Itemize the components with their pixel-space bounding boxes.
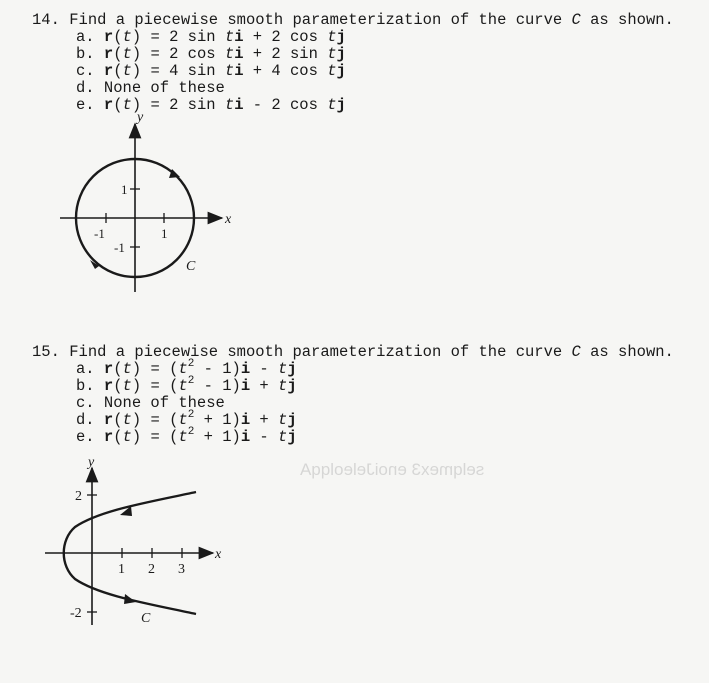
- question-14-number: 14.: [32, 11, 60, 29]
- y-axis-label-14: y: [137, 110, 144, 125]
- question-15-number: 15.: [32, 343, 60, 361]
- question-14-text: Find a piecewise smooth parameterization of the curve C as shown.: [69, 11, 674, 29]
- option-14e[interactable]: e. r(t) = 2 sin ti - 2 cos tj: [76, 96, 346, 114]
- option-15d[interactable]: d. $r(t) = (t^2 + 1)i$ + tj: [76, 408, 297, 429]
- option-14b[interactable]: b. r(t) = 2 cos ti + 2 sin tj: [76, 45, 346, 63]
- option-15b[interactable]: b. $r(t) = (t^2 - 1)i$ + tj: [76, 374, 297, 395]
- option-15e[interactable]: e. $r(t) = (t^2 + 1)i$ - tj: [76, 425, 297, 446]
- tick-label-15-yneg: -2: [70, 606, 82, 621]
- x-axis-label-14: x: [225, 212, 232, 227]
- option-14d[interactable]: d. None of these: [76, 79, 225, 97]
- tick-label-15-x3: 3: [178, 562, 185, 577]
- tick-label-15-x1: 1: [118, 562, 125, 577]
- bleed-through-text: selqmex3 enoiJeleolqqA: [300, 460, 485, 479]
- tick-label-14-xpos: 1: [161, 226, 168, 241]
- y-axis-label-15: y: [88, 455, 95, 470]
- curve-label-14: C: [186, 259, 196, 274]
- tick-label-15-x2: 2: [148, 562, 155, 577]
- x-axis-label-15: x: [215, 547, 222, 562]
- tick-label-14-ypos: 1: [121, 182, 128, 197]
- option-14c[interactable]: c. r(t) = 4 sin ti + 4 cos tj: [76, 62, 346, 80]
- option-14a[interactable]: a. r(t) = 2 sin ti + 2 cos tj: [76, 28, 346, 46]
- option-15c[interactable]: c. None of these: [76, 394, 225, 412]
- tick-label-14-yneg: -1: [114, 240, 125, 255]
- option-15a[interactable]: a. $r(t) = (t^2 - 1)i$ - tj: [76, 357, 297, 378]
- direction-arrow-15-lower: [124, 594, 136, 604]
- tick-label-15-ypos: 2: [75, 489, 82, 504]
- question-15-text: Find a piecewise smooth parameterization of the curve C as shown.: [69, 343, 674, 361]
- curve-label-15: C: [141, 611, 151, 626]
- tick-label-14-xneg: -1: [94, 226, 105, 241]
